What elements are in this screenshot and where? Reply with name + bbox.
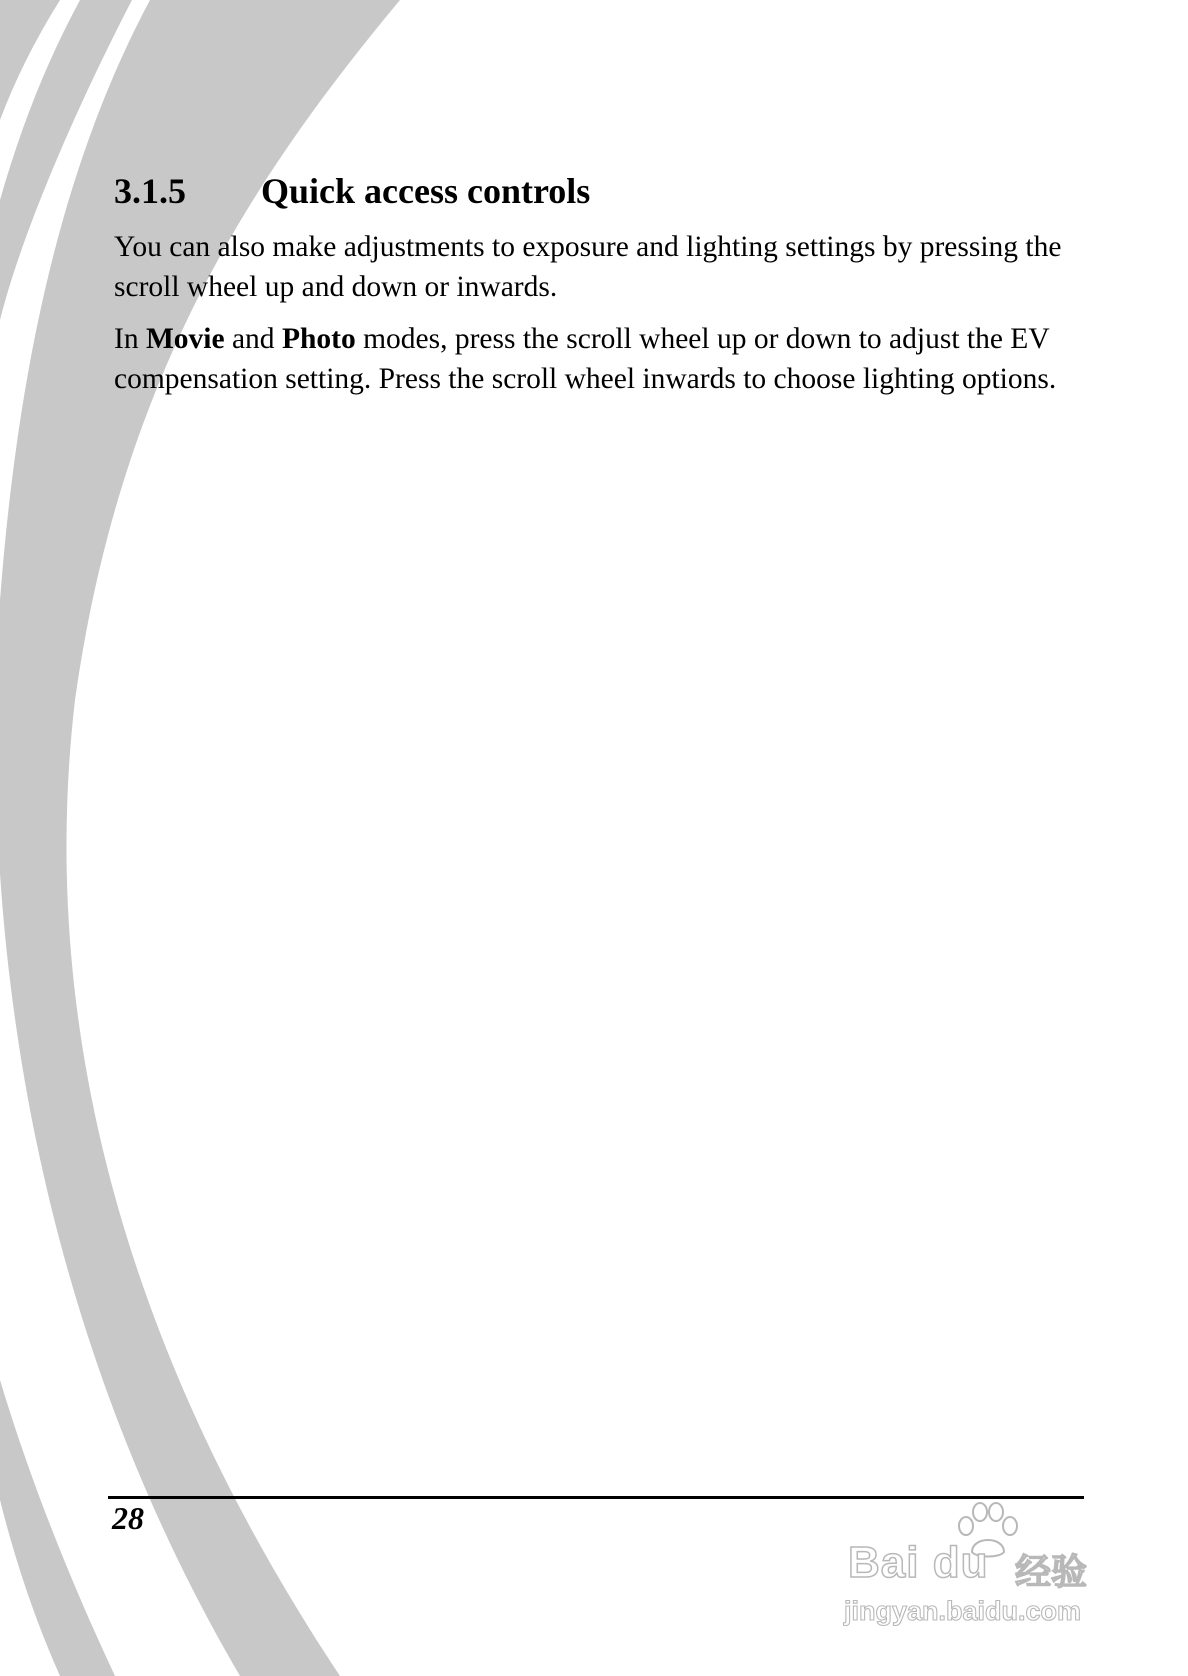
movie-mode-term: Movie <box>145 323 225 356</box>
document-body <box>114 170 1104 411</box>
photo-mode-term: Photo <box>281 323 356 356</box>
section-number: 3.1.5 <box>114 171 186 211</box>
paragraph-modes <box>114 319 1104 399</box>
section-title: Quick access controls <box>261 171 591 211</box>
swoosh-stripe-bottom <box>0 1380 115 1676</box>
paragraph-text: and <box>224 323 282 356</box>
paragraph-text: modes, press the scroll wheel up or down to adjust the EV compensation setting. Press the scroll wheel inwards to choose lighting options. <box>114 323 1057 396</box>
section-heading <box>114 170 1104 213</box>
watermark-brand: Bai du <box>848 1538 989 1587</box>
baidu-watermark <box>840 1500 1140 1640</box>
paragraph-text: In <box>114 323 146 356</box>
footer-divider <box>108 1496 1084 1499</box>
watermark-url: jingyan.baidu.com <box>844 1596 1082 1626</box>
watermark-suffix: 经验 <box>1015 1552 1088 1593</box>
paragraph-intro: You can also make adjustments to exposure and lighting settings by pressing the scroll wheel up and down or inwards. <box>114 231 1062 304</box>
page-number: 28 <box>112 1500 144 1536</box>
